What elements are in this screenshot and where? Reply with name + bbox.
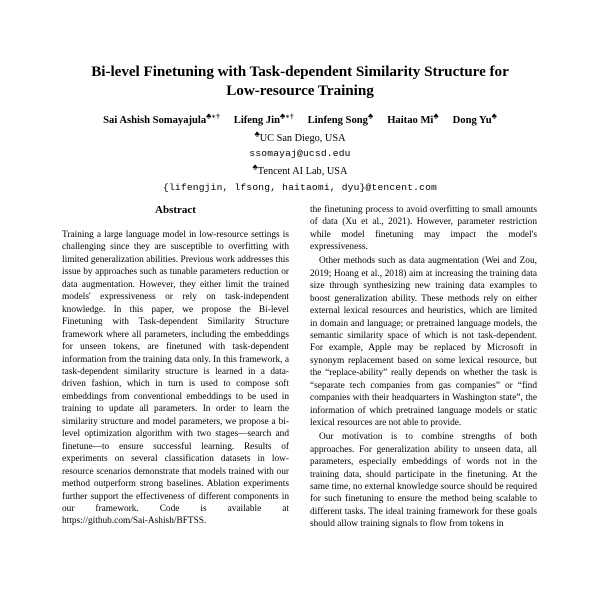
page-title [72,62,528,100]
author-name: Sai Ashish Somayajula [103,115,207,126]
footnote-marker-icon: ∗† [211,112,220,121]
abstract-paragraph [62,229,289,528]
affiliation-name: Tencent AI Lab, USA [257,166,348,178]
author-list [0,111,600,128]
affiliation-marker-icon: ♣ [252,162,258,172]
code-url: https://github.com/Sai-Ashish/BFTSS [62,516,204,527]
right-paragraph-1: the finetuning process to avoid overfitting to small amounts of data (Xu et al., 2021). However, parameter restriction while model finetuning may impact the model's expressiveness. [310,205,537,253]
author-5 [452,111,497,128]
affiliation-marker-icon: ♣ [279,111,286,121]
affiliation-marker-icon: ♣ [433,111,439,121]
right-paragraph-3: Our motivation is to combine strengths of both approaches. For generalization ability to unseen data, all parameters, especially embeddings of words not in the training data, should participate in the finetuning. At the same time, no external knowledge source should be required for such finetuning to ensure the method being scalable to different tasks. The ideal training framework for these goals should allow training signals to flow from tokens in [310,432,537,530]
affiliation-email-1[interactable]: ssomayaj@ucsd.edu [249,148,351,160]
left-column [62,204,289,600]
body-columns [0,204,600,600]
abstract-text: Training a large language model in low-resource settings is challenging since they are susceptible to overfitting with limited generalization abilities. Previous work addresses this issue by approaches such as tunable parameters reduction or data augmentation. However, they either limit the trained models' expressiveness or rely on task-independent knowledge. In this paper, we propose the Bi-level Finetuning with Task-dependent Similarity Structure framework where all parameters, including the embeddings for unseen tokens, are finetuned with task-dependent information from the training data only. In this framework, a task-dependent similarity structure is learned in a data-driven fashion, which in turn is used to compose soft embeddings from conventional embeddings to be used in training to update all parameters. In order to learn the similarity structure and model parameters, we propose a bi-level optimization algorithm with two stages—search and finetune—to ensure successful learning. Results of experiments on several classification datasets in low-resource scenarios demonstrate that models trained with our method outperform strong baselines. Ablation experiments further support the effectiveness of different components in our framework. Code is available at [62,230,289,514]
author-name: Haitao Mi [387,115,434,126]
affiliation-marker-icon: ♣ [491,111,497,121]
abstract-text-end: . [204,516,207,527]
author-2 [233,111,294,128]
author-name: Dong Yu [452,115,492,126]
right-paragraph-2: Other methods such as data augmentation (Wei and Zou, 2019; Hoang et al., 2018) aim at increasing the training data size through synthesizing new training data examples to boost generalization ability. These methods rely on either external lexical resources and heuristics, which are limited in domain and language; or pretrained language models, the semantic similarity space of which is not task-dependent. For example, Apple may be replaced by Microsoft in synonym replacement based on some lexical resource, but the “replace-ability” really depends on whether the task is “separate tech companies from gas companies” or “find companies with their headquarters in Washington state”, the information of which pretrained language models or static lexical resources are not able to provide. [310,256,537,429]
affiliation-block [0,129,600,195]
title-line-2: Low-resource Training [226,82,374,99]
author-1 [103,111,220,128]
affiliation-marker-icon: ♣ [206,111,212,121]
right-column [310,204,537,600]
title-block [0,0,600,195]
affiliation-marker-icon: ♣ [254,129,260,139]
affiliation-marker-icon: ♣ [367,111,374,121]
author-4 [387,111,439,128]
footnote-marker-icon: ∗† [285,112,294,121]
affiliation-1 [0,129,600,145]
author-name: Linfeng Song [307,115,368,126]
affiliation-email-2[interactable]: {lifengjin, lfsong, haitaomi, dyu}@tencent.com [162,181,438,193]
affiliation-2 [0,162,600,178]
title-line-1: Bi-level Finetuning with Task-dependent Similarity Structure for [91,63,509,80]
affiliation-name: UC San Diego, USA [259,133,346,144]
author-3 [307,111,374,128]
abstract-heading: Abstract [155,204,196,216]
author-name: Lifeng Jin [233,115,280,126]
